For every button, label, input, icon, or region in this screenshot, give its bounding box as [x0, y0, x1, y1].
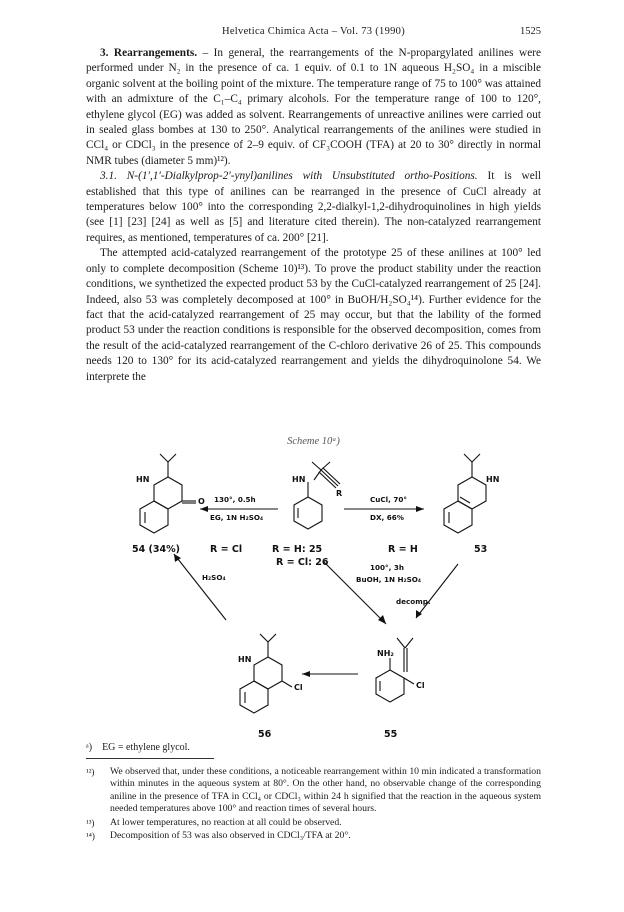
compound-56: 56 [258, 729, 272, 740]
r-label-cl: R = Cl [210, 544, 243, 555]
label-hn-54: HN [136, 475, 150, 484]
label-cl-55: Cl [416, 681, 425, 690]
footnote-13-text: At lower temperatures, no reaction at all could be observed. [110, 816, 342, 828]
label-hn-25: HN [292, 475, 306, 484]
cond-decomp-2: BuOH, 1N H₂SO₄ [356, 575, 422, 584]
r-label-h-25: R = H: 25 [272, 544, 323, 555]
cond-decomp-1: 100°, 3h [370, 563, 404, 572]
structure-55 [376, 638, 414, 702]
arrow-h2so4 [174, 554, 226, 620]
cond-left-bottom: EG, 1N H₂SO₄ [210, 513, 264, 522]
label-hn-56: HN [238, 655, 252, 664]
paragraph-3: The attempted acid-catalyzed rearrangement of the prototype 25 of these anilines at 100° led only to complete decomposition (Scheme 10)¹³). To prove the product stability under the reaction conditions, we synthetized the expected product 53 by the CuCl-catalyzed rearrangement of 25 [24]. Indeed, also 53 was completely decomposed at 100° in BuOH/H₂SO₄¹⁴). Further evidence for the fact that the acid-catalyzed rearrangement of 25 may occur, but that the lability of the formed product 53 under the reaction conditions is responsible for the observed decomposition, comes from the result of the acid-catalyzed rearrangement of the C-chloro derivative 26 of 25. This compounds needs 120 to 130° for its acid-catalyzed rearrangement and yields the dihydroquinolone 54. We interprete the [86, 247, 541, 383]
scheme-footnote-mark: ᵃ) [86, 742, 93, 753]
page-number: 1525 [520, 26, 541, 37]
r-label-cl-26: R = Cl: 26 [276, 557, 329, 568]
scheme-footnote [86, 742, 190, 753]
compound-55: 55 [384, 729, 398, 740]
structure-54 [140, 454, 196, 533]
subsection-heading: 3.1. N-(1′,1′-Dialkylprop-2′-ynyl)anilines with Unsubstituted ortho-Positions. [100, 170, 478, 183]
cond-h2so4: H₂SO₄ [202, 573, 226, 582]
journal-title: Helvetica Chimica Acta – Vol. 73 (1990) [221, 26, 406, 37]
paragraph-rearrangements [86, 46, 541, 169]
footnote-13 [86, 817, 541, 829]
section-heading: 3. Rearrangements. [100, 47, 198, 59]
footnote-rule [86, 758, 214, 759]
label-cl-56: Cl [294, 683, 303, 692]
label-nh2-55: NH₂ [377, 649, 394, 658]
cond-right-top: CuCl, 70° [370, 495, 407, 504]
label-hn-53: HN [486, 475, 500, 484]
scheme-title: Scheme 10ᵃ) [287, 436, 340, 447]
footnote-14-text: Decomposition of 53 was also observed in CDCl₃/TFA at 20°. [110, 830, 351, 842]
footnote-14 [86, 830, 541, 842]
paragraph-subsection [86, 169, 541, 246]
paragraph-2-text: It is well established that this type of anilines can be rearranged in the presence of CuCl already at temperatures below 100° into the corresponding 2,2-dialkyl-1,2-dihydroquinolines in high yields (see [1] [23] [24] as well as [5] and literature cited therein). The non-catalyzed rearrangement requires, as mentioned, temperatures of ca. 200° [21]. [86, 170, 541, 244]
reaction-scheme [86, 452, 541, 752]
cond-right-bottom: DX, 66% [370, 513, 404, 522]
structure-53 [444, 454, 486, 533]
paragraph-1-text: – In general, the rearrangements of the N-propargylated anilines were performed under N₂ in the presence of ca. 1 equiv. of 0.1 to 1N aqueous H₂SO₄ in a miscible organic solvent at the boiling point of the mixture. The temperature range of 75 to 100° was attained with an admixture of the C₁–C₄ primary alcohols. For the temperature range of 100 to 120°, ethylene glycol (EG) was added as solvent. Rearrangements of unreactive anilines were carried out in sealed glass bombes at 130 to 250°. Analytical rearrangements of the anilines were studied in CCl₄ or CDCl₃ in the presence of 2–9 equiv. of CF₃COOH (TFA) at 20 to 30° directly in normal NMR tubes (diameter 5 mm)¹²). [86, 47, 541, 167]
cond-left-top: 130°, 0.5h [214, 495, 256, 504]
footnotes [86, 766, 541, 843]
compound-53: 53 [474, 544, 488, 555]
cond-decomp: decomp. [396, 597, 431, 606]
structure-56 [240, 634, 292, 713]
label-o-54: O [198, 497, 205, 506]
structure-25-26 [294, 462, 343, 529]
compound-54: 54 (34%) [132, 544, 180, 555]
footnote-14-mark: ¹⁴) [86, 831, 95, 842]
r-label-h: R = H [388, 544, 418, 555]
footnote-12 [86, 766, 541, 816]
scheme-footnote-text: EG = ethylene glycol. [102, 742, 190, 753]
footnote-12-text: We observed that, under these conditions, a noticeable rearrangement within 10 min indicated a transformation within minutes in the aqueous system at 80°. On the other hand, no observable change of the corresponding aniline in the presence of TFA in CCl₄ or CDCl₃ within 24 h signified that the reaction in the aqueous system needed temperatures above 100° and reaction times of several hours. [110, 766, 541, 815]
body-text [86, 46, 541, 385]
footnote-13-mark: ¹³) [86, 817, 95, 828]
arrow-decomp-from-53 [416, 564, 458, 618]
running-header [86, 26, 541, 42]
label-r-25: R [336, 489, 343, 498]
footnote-12-mark: ¹²) [86, 767, 95, 777]
